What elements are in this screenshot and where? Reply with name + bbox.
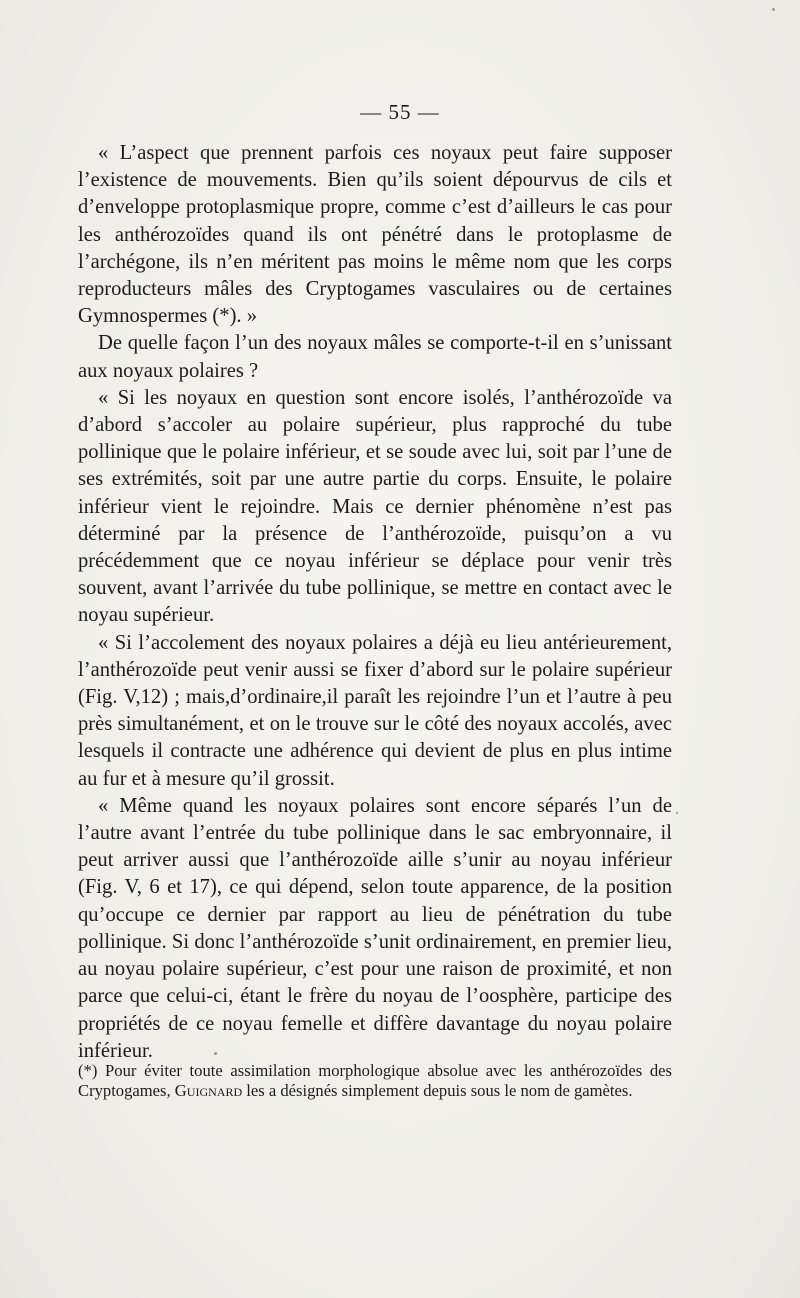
footnote-text-after: les a désignés simplement depuis sous le nom de gamètes. <box>242 1081 633 1100</box>
footnote-text-before: (*) Pour éviter toute assimilation morphologique absolue avec les anthérozoïdes des Cryptogames, <box>78 1061 672 1100</box>
paragraph-5: « Même quand les noyaux polaires sont encore séparés l’un de l’autre avant l’entrée du tube pollinique dans le sac embryonnaire, il peut arriver aussi que l’anthérozoïde aille s’unir au noyau inférieur (Fig. V, 6 et 17), ce qui dépend, selon toute apparence, de la position qu’occupe ce dernier par rapport au lieu de pénétration du tube pollinique. Si donc l’anthérozoïde s’unit ordinairement, en premier lieu, au noyau polaire supérieur, c’est pour une raison de proximité, et non parce que celui-ci, étant le frère du noyau de l’oosphère, participe des propriétés de ce noyau femelle et diffère davantage du noyau polaire inférieur. <box>78 794 672 1062</box>
paragraph-1: « L’aspect que prennent parfois ces noyaux peut faire supposer l’existence de mouvements. Bien qu’ils soient dépourvus de cils et d’enveloppe protoplasmique propre, comme c’est d’ailleurs le cas pour les anthérozoïdes quand ils ont pénétré dans le protoplasme de l’archégone, ils n’en méritent pas moins le même nom que les corps reproducteurs mâles des Cryptogames vasculaires ou de certaines Gymnospermes (*). » <box>78 142 672 328</box>
paragraph-3: « Si les noyaux en question sont encore isolés, l’anthérozoïde va d’abord s’accoler au polaire supérieur, plus rapproché du tube pollinique que le polaire inférieur, et se soude avec lui, soit par l’une de ses extrémités, soit par une autre partie du corps. Ensuite, le polaire inférieur vient le rejoindre. Mais ce dernier phénomène n’est pas déterminé par la présence de l’anthérozoïde, puisqu’on a vu précédemment que ce noyau inférieur se déplace pour venir très souvent, avant l’arrivée du tube pollinique, se mettre en contact avec le noyau supérieur. <box>78 386 672 627</box>
body-text <box>78 140 672 1065</box>
paper-speck <box>772 8 775 11</box>
paper-speck <box>214 1052 217 1055</box>
footnote <box>78 1061 672 1101</box>
paragraph-2: De quelle façon l’un des noyaux mâles se comporte-t-il en s’unissant aux noyaux polaires ? <box>78 332 672 382</box>
page-number: — 55 — <box>360 100 440 124</box>
paragraph-4: « Si l’accolement des noyaux polaires a déjà eu lieu antérieurement, l’anthérozoïde peut venir aussi se fixer d’abord sur le polaire supérieur (Fig. V,12) ; mais,d’ordinaire,il paraît les rejoindre l’un et l’autre à peu près simultanément, et on le trouve sur le côté des noyaux accolés, avec lesquels il contracte une adhérence qui devient de plus en plus intime au fur et à mesure qu’il grossit. <box>78 631 672 790</box>
footnote-author: Guignard <box>174 1081 243 1100</box>
paper-speck <box>676 812 678 814</box>
footnote-text <box>78 1061 672 1101</box>
